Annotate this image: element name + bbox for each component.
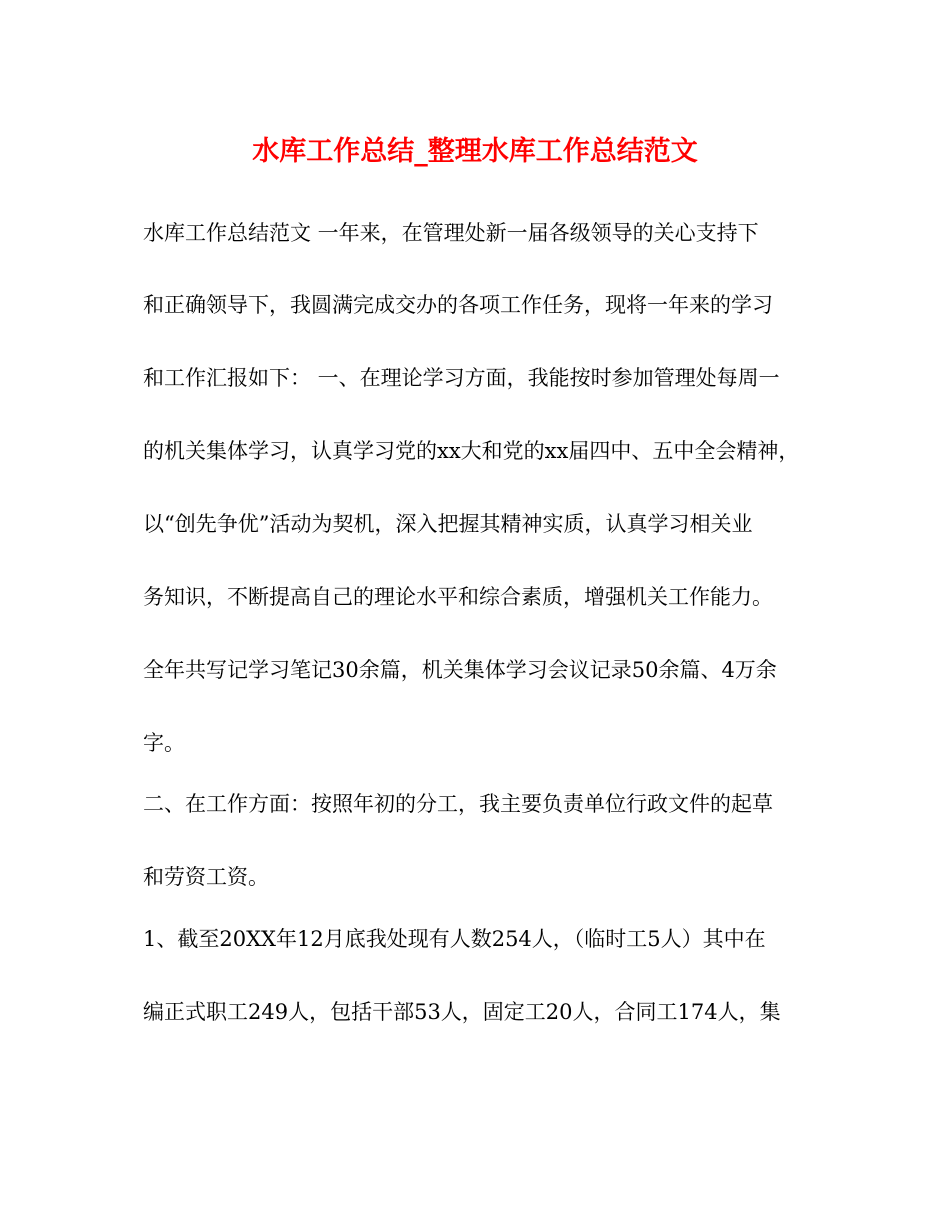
body-line-12: 编正式职工249人，包括干部53人，固定工20人，合同工174人，集 (143, 1000, 781, 1024)
body-line-1: 水库工作总结范文 一年来，在管理处新一届各级领导的关心支持下 (143, 221, 759, 245)
body-line-6: 务知识，不断提高自己的理论水平和综合素质，增强机关工作能力。 (143, 585, 773, 609)
body-line-8: 字。 (143, 731, 185, 755)
document-title: 水库工作总结_整理水库工作总结范文 (252, 136, 698, 167)
body-line-2: 和正确领导下，我圆满完成交办的各项工作任务，现将一年来的学习 (143, 293, 773, 317)
body-line-3: 和工作汇报如下： 一、在理论学习方面，我能按时参加管理处每周一 (143, 366, 780, 390)
body-line-7: 全年共写记学习笔记30余篇，机关集体学习会议记录50余篇、4万余 (143, 658, 777, 682)
body-line-11: 1、截至20XX年12月底我处现有人数254人，（临时工5人）其中在 (143, 927, 766, 951)
body-line-5: 以“创先争优”活动为契机，深入把握其精神实质，认真学习相关业 (143, 512, 753, 536)
body-line-4: 的机关集体学习，认真学习党的xx大和党的xx届四中、五中全会精神， (143, 439, 800, 463)
body-line-9: 二、在工作方面：按照年初的分工，我主要负责单位行政文件的起草 (143, 792, 773, 816)
body-line-10: 和劳资工资。 (143, 865, 269, 889)
